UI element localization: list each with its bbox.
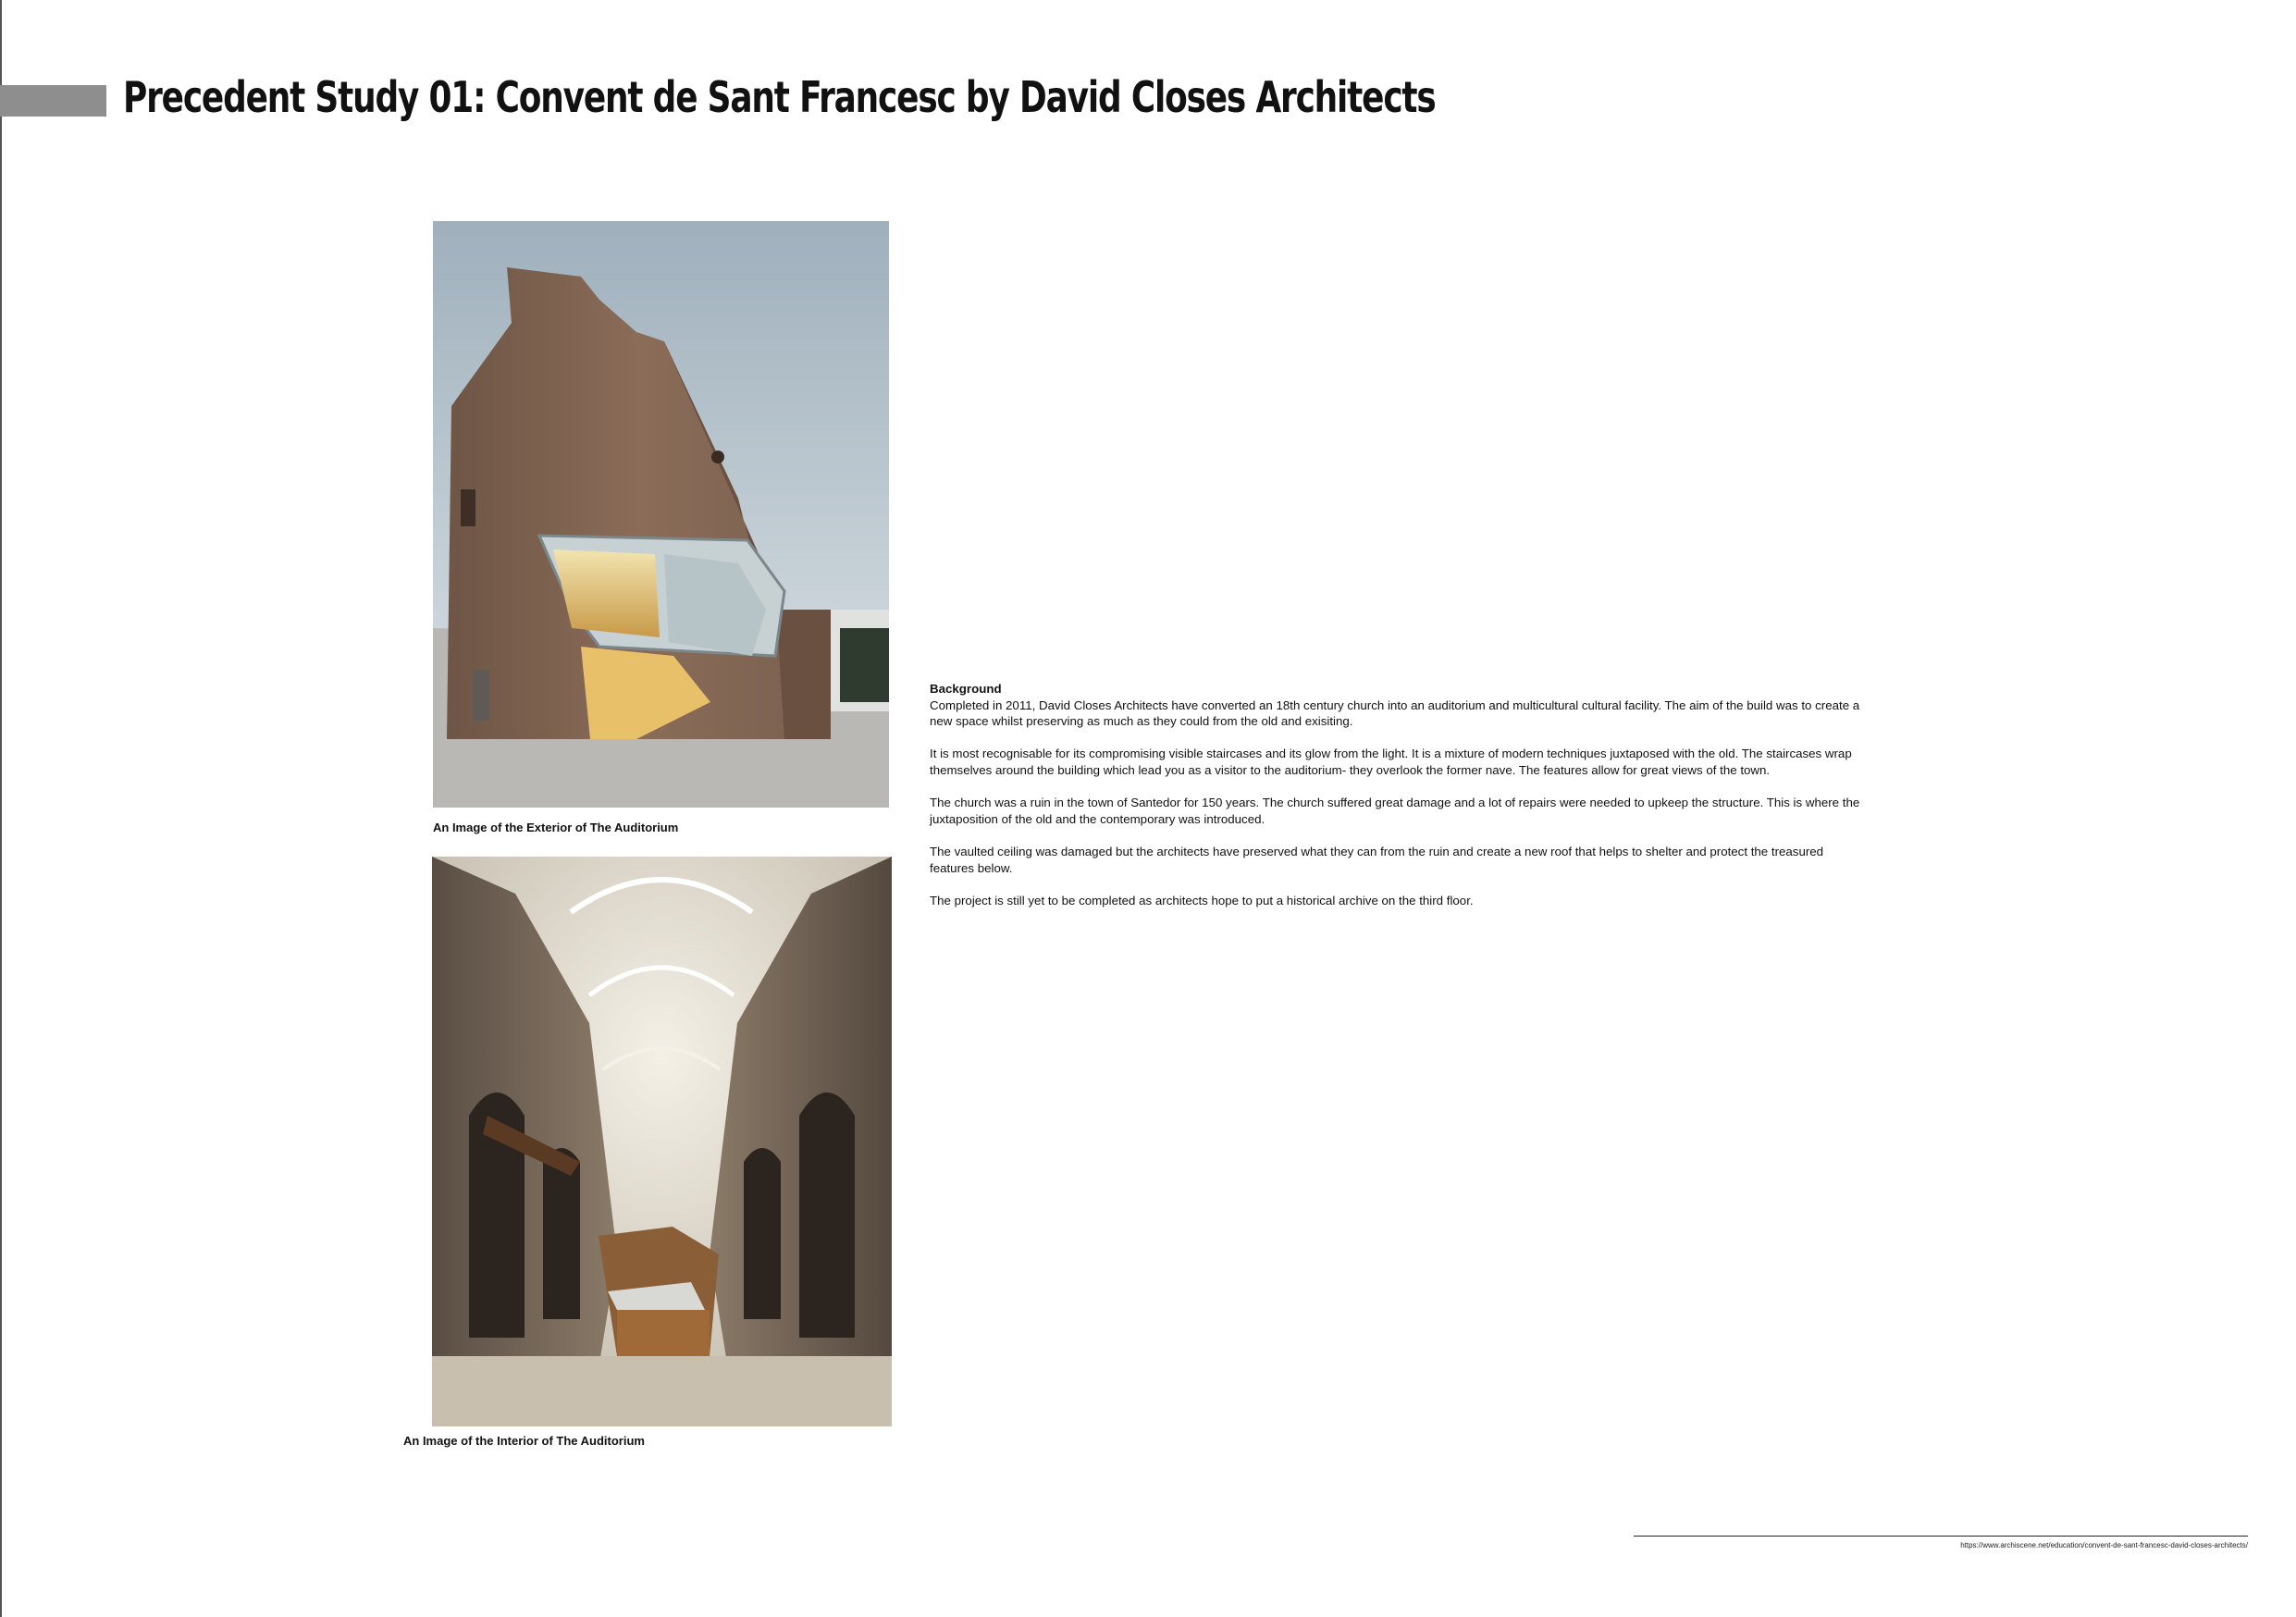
background-paragraph: It is most recognisable for its compromising visible staircases and its glow from the light. It is a mixture of modern techniques juxtaposed with the old. The staircases wrap themselves around the building which lead you as a visitor to the auditorium- they overlook the former nave. The features allow for great views of the town. <box>930 747 1852 777</box>
exterior-photo-caption: An Image of the Exterior of The Auditorium <box>433 821 679 834</box>
page-left-border <box>0 0 2 1617</box>
footer-divider <box>1634 1536 2248 1537</box>
title-accent-bar <box>0 85 106 117</box>
background-paragraph: The vaulted ceiling was damaged but the architects have preserved what they can from the ruin and create a new roof that helps to shelter and protect the treasured features below. <box>930 844 1824 875</box>
interior-photo-caption: An Image of the Interior of The Auditorium <box>403 1434 645 1448</box>
background-paragraph: The church was a ruin in the town of Santedor for 150 years. The church suffered great damage and a lot of repairs were needed to upkeep the structure. This is where the juxtaposition of the old and the contemporary was introduced. <box>930 796 1860 826</box>
interior-photo <box>432 857 892 1426</box>
background-section <box>930 681 1864 925</box>
background-paragraph: The project is still yet to be completed as architects hope to put a historical archive on the third floor. <box>930 893 1474 907</box>
page-title: Precedent Study 01: Convent de Sant Francesc by David Closes Architects <box>123 72 1436 122</box>
exterior-photo <box>433 221 889 808</box>
background-paragraph: Completed in 2011, David Closes Architects have converted an 18th century church into an auditorium and multicultural cultural facility. The aim of the build was to create a new space whilst preserving as much as they could from the old and exisiting. <box>930 697 1860 729</box>
source-url: https://www.archiscene.net/education/convent-de-sant-francesc-david-closes-architects/ <box>1960 1541 2248 1549</box>
background-heading: Background <box>930 682 1002 696</box>
